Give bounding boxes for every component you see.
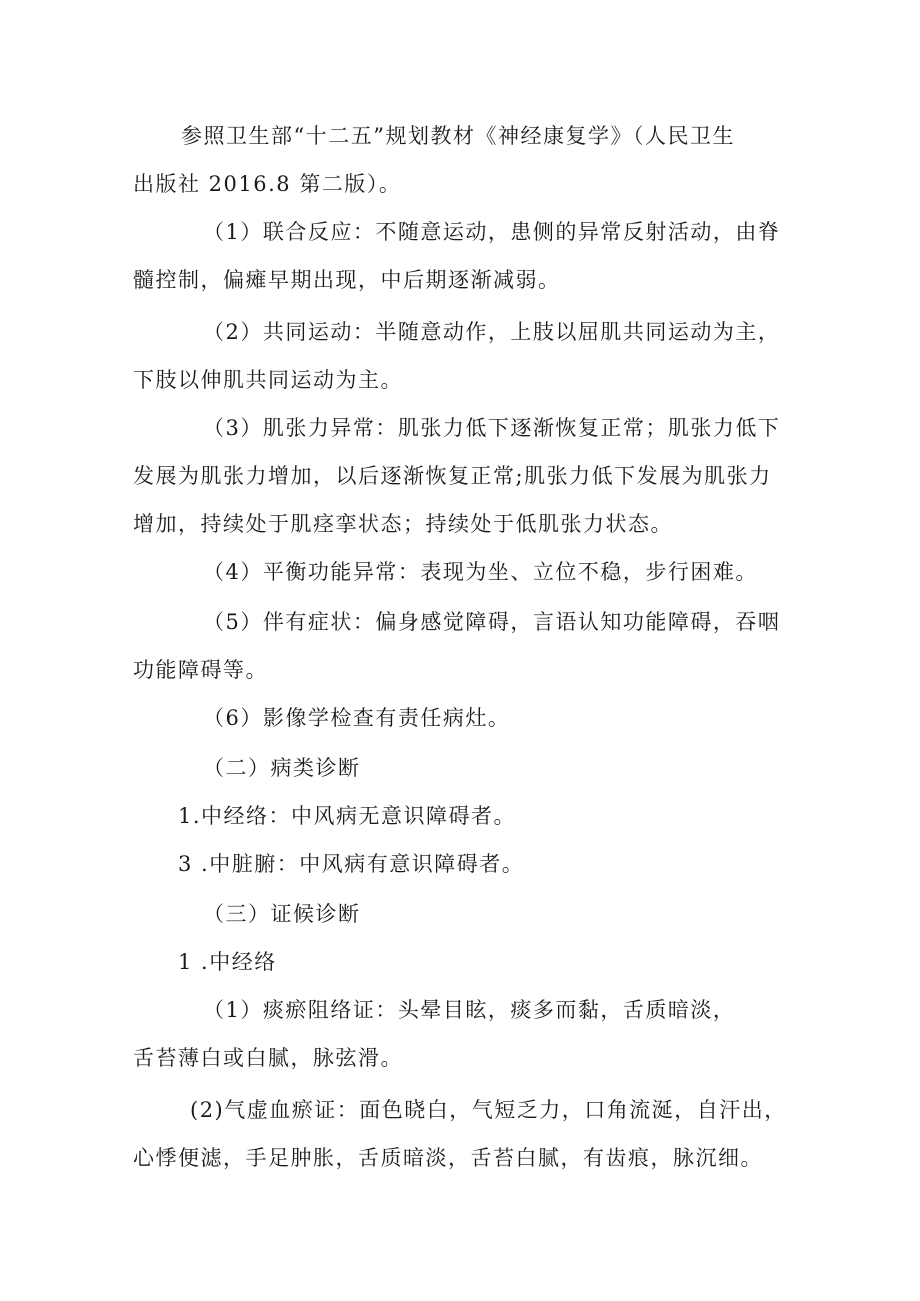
item-5-line-2: 功能障碍等。 bbox=[133, 658, 268, 682]
section-heading-disease-type: （二）病类诊断 bbox=[203, 756, 361, 780]
syndrome-item-2-line-2: 心悸便滤，手足肿胀，舌质暗淡，舌苔白腻，有齿痕，脉沉细。 bbox=[133, 1146, 763, 1170]
item-2-line-1: （2）共同运动：半随意动作，上肢以屈肌共同运动为主， bbox=[203, 320, 781, 344]
syndrome-item-2-line-1: (2)气虚血瘀证：面色晓白，气短乏力，口角流涎，自汗出， bbox=[190, 1098, 787, 1122]
item-3-line-1: （3）肌张力异常：肌张力低下逐渐恢复正常；肌张力低下 bbox=[203, 416, 781, 440]
item-1-line-1: （1）联合反应：不随意运动，患侧的异常反射活动，由脊 bbox=[203, 220, 781, 244]
item-5-line-1: （5）伴有症状：偏身感觉障碍，言语认知功能障碍，吞咽 bbox=[203, 610, 781, 634]
item-3-line-3: 增加，持续处于肌痉挛状态；持续处于低肌张力状态。 bbox=[133, 512, 673, 536]
item-1-line-2: 髓控制，偏瘫早期出现，中后期逐渐减弱。 bbox=[133, 268, 561, 292]
reference-line-1: 参照卫生部“十二五”规划教材《神经康复学》（人民卫生 bbox=[181, 124, 735, 148]
syndrome-item-1-line-1: （1）痰瘀阻络证：头晕目眩，痰多而黏，舌质暗淡， bbox=[203, 998, 736, 1022]
reference-line-2: 出版社 2016.8 第二版）。 bbox=[133, 172, 402, 196]
item-6-line-1: （6）影像学检查有责任病灶。 bbox=[203, 706, 511, 730]
disease-type-item-3: 3 .中脏腑：中风病有意识障碍者。 bbox=[178, 852, 525, 876]
syndrome-subheading-1: 1 .中经络 bbox=[178, 950, 277, 974]
item-3-line-2: 发展为肌张力增加，以后逐渐恢复正常;肌张力低下发展为肌张力 bbox=[133, 464, 772, 488]
section-heading-syndrome: （三）证候诊断 bbox=[203, 902, 361, 926]
disease-type-item-1: 1.中经络：中风病无意识障碍者。 bbox=[178, 804, 517, 828]
syndrome-item-1-line-2: 舌苔薄白或白腻，脉弦滑。 bbox=[133, 1046, 403, 1070]
item-4-line-1: （4）平衡功能异常：表现为坐、立位不稳，步行困难。 bbox=[203, 560, 758, 584]
item-2-line-2: 下肢以伸肌共同运动为主。 bbox=[133, 368, 403, 392]
